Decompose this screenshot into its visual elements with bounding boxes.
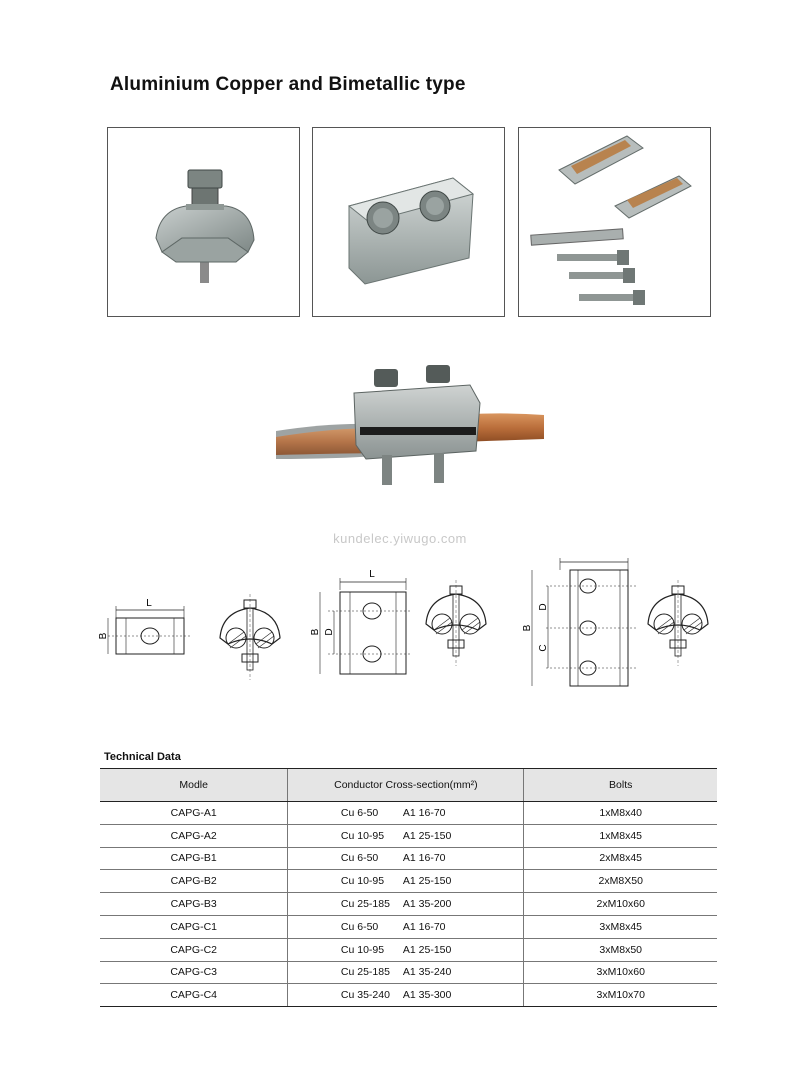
table-row [100, 847, 717, 870]
cell-al-range: A1 25-150 [402, 943, 452, 956]
cell-conductor [288, 915, 524, 938]
table-row [100, 938, 717, 961]
cell-al-range: A1 16-70 [402, 852, 446, 865]
table-row [100, 961, 717, 984]
technical-data-heading: Technical Data [104, 751, 181, 763]
cell-model: CAPG-C2 [100, 938, 288, 961]
cell-cu-range: Cu 6-50 [340, 852, 379, 865]
cell-bolts: 3xM8x45 [524, 915, 717, 938]
cell-bolts: 1xM8x40 [524, 802, 717, 825]
table-row [100, 802, 717, 825]
drawing-single-bolt-section [212, 594, 288, 680]
table-row [100, 984, 717, 1007]
cell-model: CAPG-B1 [100, 847, 288, 870]
dim-label-D: D [324, 628, 335, 636]
column-header-model: Modle [100, 769, 288, 802]
cell-al-range: A1 35-200 [402, 898, 452, 911]
cell-cu-range: Cu 35-240 [340, 989, 390, 1002]
cell-bolts: 3xM10x70 [524, 984, 717, 1007]
dim-label-L: L [369, 569, 375, 580]
table-row [100, 893, 717, 916]
drawing-double-bolt-section [418, 580, 494, 666]
dim-label-B: B [310, 628, 321, 636]
cell-conductor [288, 802, 524, 825]
cell-conductor [288, 961, 524, 984]
cell-cu-range: Cu 6-50 [340, 806, 379, 819]
cell-al-range: A1 16-70 [402, 806, 446, 819]
drawing-double-bolt-top [306, 566, 410, 682]
double-bolt-clamp-photo [312, 127, 505, 317]
cell-cu-range: Cu 25-185 [340, 966, 390, 979]
cell-al-range: A1 35-300 [402, 989, 452, 1002]
drawing-single-bolt-top [96, 594, 196, 664]
dim-label-D: D [538, 603, 549, 611]
cell-al-range: A1 16-70 [402, 920, 446, 933]
cell-model: CAPG-C1 [100, 915, 288, 938]
column-header-bolts: Bolts [524, 769, 717, 802]
cell-bolts: 1xM8x45 [524, 824, 717, 847]
cell-model: CAPG-C3 [100, 961, 288, 984]
cell-conductor [288, 870, 524, 893]
dim-label-B: B [522, 624, 533, 632]
cell-model: CAPG-A2 [100, 824, 288, 847]
cell-model: CAPG-B2 [100, 870, 288, 893]
table-row [100, 824, 717, 847]
cell-conductor [288, 984, 524, 1007]
cell-model: CAPG-C4 [100, 984, 288, 1007]
page-title: Aluminium Copper and Bimetallic type [110, 74, 466, 95]
dim-label-B: B [98, 632, 109, 640]
cell-conductor [288, 938, 524, 961]
single-bolt-clamp-photo [107, 127, 300, 317]
drawing-triple-bolt-section [640, 580, 716, 666]
cell-conductor [288, 893, 524, 916]
table-row [100, 915, 717, 938]
watermark: kundelec.yiwugo.com [333, 531, 467, 546]
cell-bolts: 2xM8x45 [524, 847, 717, 870]
cell-al-range: A1 25-150 [402, 829, 452, 842]
cell-al-range: A1 35-240 [402, 966, 452, 979]
disassembled-clamp-parts-photo [518, 127, 711, 317]
cell-bolts: 3xM10x60 [524, 961, 717, 984]
cell-conductor [288, 847, 524, 870]
dim-label-C: C [538, 644, 549, 652]
cell-cu-range: Cu 10-95 [340, 875, 385, 888]
cell-conductor [288, 824, 524, 847]
table-row [100, 870, 717, 893]
cell-bolts: 2xM8X50 [524, 870, 717, 893]
cell-cu-range: Cu 10-95 [340, 829, 385, 842]
technical-data-table [100, 768, 717, 1007]
cell-al-range: A1 25-150 [402, 875, 452, 888]
cell-cu-range: Cu 10-95 [340, 943, 385, 956]
dim-label-L: L [146, 598, 152, 609]
cell-model: CAPG-A1 [100, 802, 288, 825]
column-header-conductor: Conductor Cross-section(mm²) [288, 769, 524, 802]
cell-bolts: 2xM10x60 [524, 893, 717, 916]
table-header-row [100, 769, 717, 802]
drawing-triple-bolt-top [518, 552, 638, 692]
cell-bolts: 3xM8x50 [524, 938, 717, 961]
cell-model: CAPG-B3 [100, 893, 288, 916]
clamp-on-cables-photo [270, 355, 550, 495]
cell-cu-range: Cu 6-50 [340, 920, 379, 933]
cell-cu-range: Cu 25-185 [340, 898, 390, 911]
